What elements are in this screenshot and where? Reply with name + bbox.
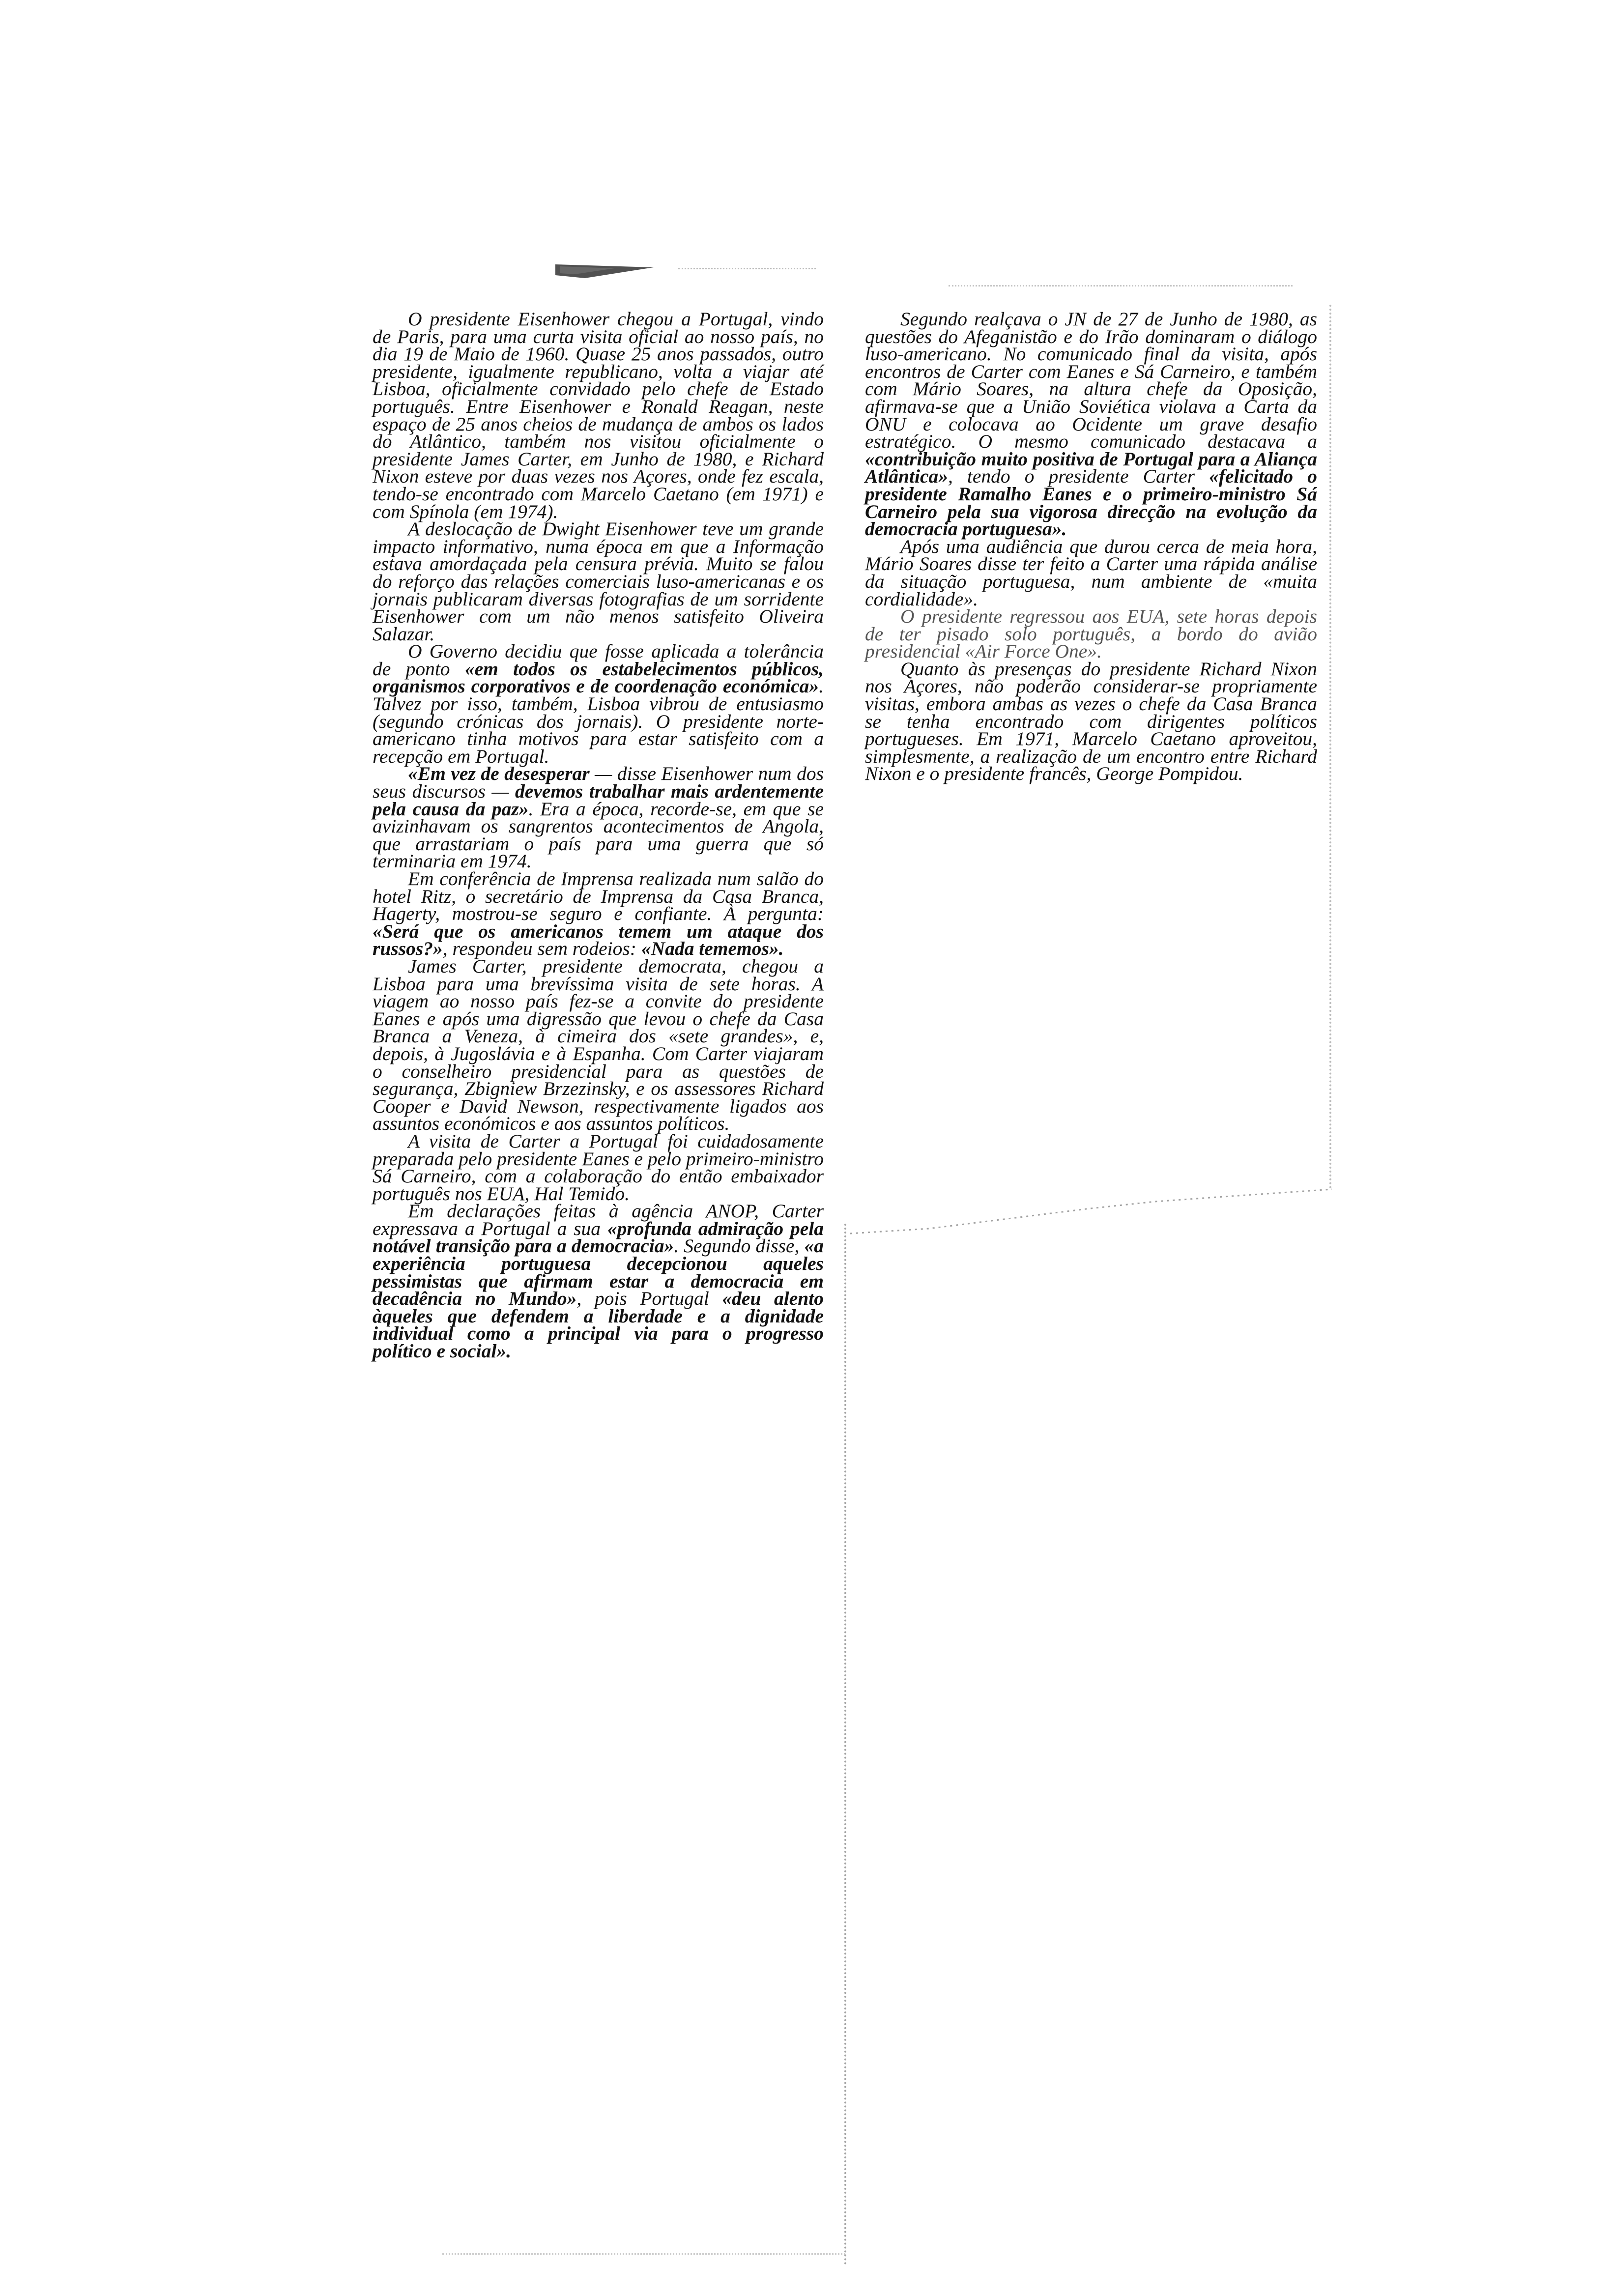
left-paragraph-3 <box>373 640 824 767</box>
left-paragraph-5-quote-d: «Nada tememos». <box>641 938 784 960</box>
right-paragraph-1 <box>865 308 1317 540</box>
left-paragraph-5-text-a: Em conferência de Imprensa realizada num salão do hotel Ritz, o secretário de Imprensa da Casa Branca, Hagerty, mostrou-se seguro e confiante. À pergunta: <box>373 868 824 925</box>
scan-speckle-top-right <box>949 285 1293 291</box>
left-paragraph-7 <box>373 1130 824 1205</box>
right-paragraph-4 <box>865 660 1317 783</box>
left-paragraph-7-text: A visita de Carter a Portugal foi cuidadosamente preparada pelo presidente Eanes e pelo primeiro-ministro Sá Carneiro, com a colaboração do então embaixador português nos EUA, Hal Temido. <box>373 1130 824 1205</box>
left-paragraph-8 <box>373 1200 824 1362</box>
right-paragraph-3 <box>865 605 1317 662</box>
left-paragraph-4 <box>373 765 824 870</box>
scan-speckle-bottom <box>442 2253 845 2260</box>
left-paragraph-8-text-e: , pois Portugal <box>576 1288 722 1310</box>
right-paragraph-1-text-c: , tendo o presidente Carter <box>948 465 1209 488</box>
left-paragraph-4-quote-a: «Em vez de desesperar <box>408 763 590 785</box>
right-paragraph-2 <box>865 535 1317 610</box>
clipping-arrow-mark <box>555 260 654 280</box>
article-right-column <box>865 308 1317 1185</box>
left-paragraph-8-text-c: . Segundo disse, <box>674 1235 805 1257</box>
left-paragraph-6-text: James Carter, presidente democrata, chegou a Lisboa para uma brevíssima visita de sete horas. A viagem ao nosso país fez-se a convite do presidente Eanes e após uma digressão que levou o chefe da Casa Branca a Veneza, à cimeira dos «sete grandes», e, depois, à Jugoslávia e à Espanha. Com Carter viajaram o conselheiro presidencial para as questões de segurança, Zbigniew Brzezinsky, e os assessores Richard Cooper e David Newson, respectivamente ligados aos assuntos económicos e aos assuntos políticos. <box>373 955 824 1135</box>
right-paragraph-3-text: O presidente regressou aos EUA, sete horas depois de ter pisado solo português, a bordo do avião presidencial «Air Force One». <box>865 605 1317 662</box>
left-paragraph-4-text-b: — disse Eisenhower num dos seus discursos — <box>373 763 824 803</box>
left-paragraph-5-quote-b: «Será que os americanos temem um ataque dos russos?» <box>373 920 824 960</box>
left-paragraph-8-quote-d: «a experiência portuguesa decepcionou aqueles pessimistas que afirmam estar a democracia em decadência no Mundo» <box>373 1235 824 1310</box>
left-paragraph-5 <box>373 870 824 958</box>
left-paragraph-4-text-d: . Era a época, recorde-se, em que se avizinhavam os sangrentos acontecimentos de Angola, que arrastariam o país para uma guerra que só terminaria em 1974. <box>373 798 824 872</box>
left-paragraph-5-text-c: , respondeu sem rodeios: <box>442 938 641 960</box>
left-paragraph-2-text: A deslocação de Dwight Eisenhower teve um grande impacto informativo, numa época em que a Informação estava amordaçada pela censura prévia. Muito se falou do reforço das relações comerciais luso-americanas e os jornais publicaram diversas fotografias de um sorridente Eisenhower com um não menos satisfeito Oliveira Salazar. <box>373 518 824 645</box>
scan-cut-line-bottom <box>850 1179 1332 1253</box>
left-paragraph-3-text-c: . Talvez por isso, também, Lisboa vibrou de entusiasmo (segundo crónicas dos jornais). O presidente norte-americano tinha motivos para estar satisfeito com a recepção em Portugal. <box>373 675 824 767</box>
right-paragraph-4-text: Quanto às presenças do presidente Richard Nixon nos Açores, não poderão considerar-se propriamente visitas, embora ambas as vezes o chefe da Casa Branca se tenha encontrado com dirigentes políticos portugueses. Em 1971, Marcelo Caetano aproveitou, simplesmente, a realização de um encontro entre Richard Nixon e o presidente francês, George Pompidou. <box>865 658 1317 785</box>
scan-cut-line-left <box>844 1224 849 2266</box>
left-paragraph-3-quote: «em todos os estabelecimentos públicos, organismos corporativos e de coordenação económica» <box>373 658 824 697</box>
left-paragraph-8-quote-b: «profunda admiração pela notável transição para a democracia» <box>373 1217 824 1257</box>
scan-cut-line-right <box>1329 305 1334 1189</box>
right-paragraph-2-text: Após uma audiência que durou cerca de meia hora, Mário Soares disse ter feito a Carter uma rápida análise da situação portuguesa, num ambiente de «muita cordialidade». <box>865 535 1317 610</box>
right-paragraph-1-quote-d: «felicitado o presidente Ramalho Eanes e o primeiro-ministro Sá Carneiro pela sua vigorosa direcção na evolução da democracia portuguesa». <box>865 465 1317 540</box>
left-paragraph-4-quote-c: devemos trabalhar mais ardentemente pela causa da paz» <box>373 780 824 820</box>
right-paragraph-1-quote-b: «contribuição muito positiva de Portugal para a Aliança Atlântica» <box>865 448 1317 488</box>
left-paragraph-3-text-a: O Governo decidiu que fosse aplicada a tolerância de ponto <box>373 640 824 680</box>
article-left-column <box>373 308 824 2242</box>
left-paragraph-8-text-a: Em declarações feitas à agência ANOP, Carter expressava a Portugal a sua <box>373 1200 824 1239</box>
left-paragraph-8-quote-f: «deu alento àqueles que defendem a liberdade e a dignidade individual como a principal via para o progresso político e social». <box>373 1288 824 1362</box>
left-paragraph-6 <box>373 955 824 1135</box>
right-paragraph-1-text-a: Segundo realçava o JN de 27 de Junho de 1980, as questões do Afeganistão e do Irão dominaram o diálogo luso-americano. No comunicado final da visita, após encontros de Carter com Eanes e Sá Carneiro, e também com Mário Soares, na altura chefe da Oposição, afirmava-se que a União Soviética violava a Carta da ONU e colocava ao Ocidente um grave desafio estratégico. O mesmo comunicado destacava a <box>865 308 1317 453</box>
left-paragraph-1-text: O presidente Eisenhower chegou a Portugal, vindo de Paris, para uma curta visita oficial ao nosso país, no dia 19 de Maio de 1960. Quase 25 anos passados, outro presidente, igualmente republicano, volta a viajar até Lisboa, oficialmente convidado pelo chefe de Estado português. Entre Eisenhower e Ronald Reagan, neste espaço de 25 anos cheios de mudança de ambos os lados do Atlântico, também nos visitou oficialmente o presidente James Carter, em Junho de 1980, e Richard Nixon esteve por duas vezes nos Açores, onde fez escala, tendo-se encontrado com Marcelo Caetano (em 1971) e com Spínola (em 1974). <box>373 308 824 522</box>
left-paragraph-2 <box>373 520 824 643</box>
scan-speckle-top-left <box>678 268 816 275</box>
left-paragraph-1 <box>373 308 824 522</box>
